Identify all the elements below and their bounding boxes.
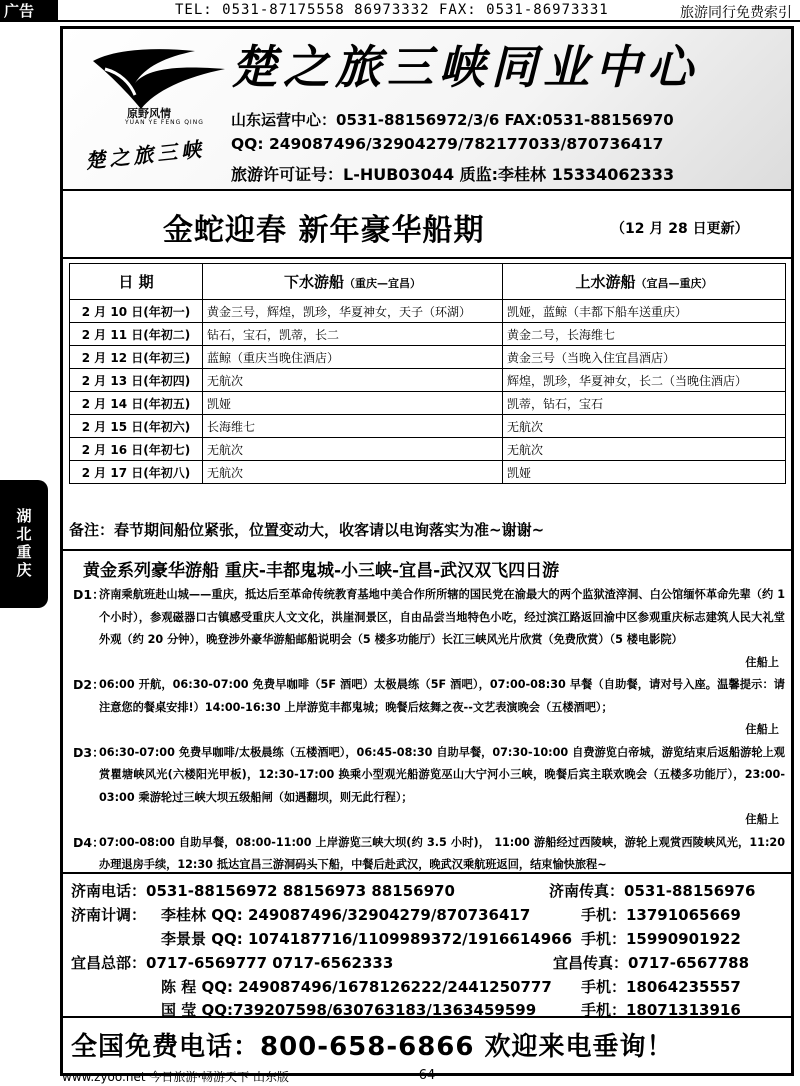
cell-date: 2 月 17 日(年初八) [70,461,203,484]
ad-frame [60,26,794,1076]
cell-upstream: 黄金三号（当晚入住宜昌酒店） [503,346,786,369]
cell-upstream: 无航次 [503,415,786,438]
day-accommodation: 住船上 [745,813,779,826]
cell-date: 2 月 10 日(年初一) [70,300,203,323]
company-name: 楚之旅三峡同业中心 [231,40,699,94]
day-label: D1： [73,587,105,602]
cell-downstream: 钻石，宝石，凯蒂，长二 [203,323,503,346]
section-divider [63,549,791,551]
planner-mobile: 手机：13791065669 [581,906,741,924]
planner-qq: 李桂林 QQ: 249087496/32904279/870736417 [161,906,531,924]
day-text: 06:30-07:00 免费早咖啡/太极晨练（五楼酒吧），06:45-08:30 自助早餐，07:30-10:00 自费游览白帝城，游览结束后返船游轮上观赏瞿塘峡风光(六楼阳光甲板)，12:30-17:00 换乘小型观光船游览巫山大宁河小三峡，晚餐后宾主联欢晚会（五楼多功能厅），23:00-03:00 乘游轮过三峡大坝五级船闸（如遇翻坝，则无此行程）； [99,745,785,804]
table-header-row [70,264,786,300]
cell-date: 2 月 15 日(年初六) [70,415,203,438]
cell-downstream: 黄金三号，辉煌，凯珍，华夏神女，天子（环湖） [203,300,503,323]
tour-itinerary [73,584,785,877]
cell-downstream: 蓝鲸（重庆当晚住酒店） [203,346,503,369]
table-row [70,392,786,415]
yichang-phone: 宜昌总部：0717-6569777 0717-6562333 [71,954,394,972]
planner-qq: 国 莹 QQ:739207598/630763183/1363459599 [161,1001,537,1019]
ad-label: 广告 [0,0,58,22]
cell-upstream: 凯蒂，钻石，宝石 [503,392,786,415]
day-label: D3： [73,744,105,760]
footer-text: www.zyoo.net 今日旅游·畅游天下 山东版 [62,1070,289,1084]
table-row [70,438,786,461]
cell-date: 2 月 12 日(年初三) [70,346,203,369]
cell-upstream: 黄金二号，长海维七 [503,323,786,346]
license-number: 旅游许可证号：L-HUB03044 质监:李桂林 15334062333 [231,165,675,184]
cell-date: 2 月 16 日(年初七) [70,438,203,461]
cell-date: 2 月 11 日(年初二) [70,323,203,346]
page-title: 金蛇迎春 新年豪华船期 [163,213,485,248]
day-text: 07:00-08:00 自助早餐，08:00-11:00 上岸游览三峡大坝(约 3.5 小时)， 11:00 游船经过西陵峡，游轮上观赏西陵峡风光，11:20 办理退房手续，12:30 抵达宜昌三游洞码头下船，中餐后赴武汉，晚武汉乘航班返回，结束愉快旅程~ [99,835,785,871]
table-row [70,346,786,369]
day-accommodation: 住船上 [745,723,779,736]
downstream-label: 下水游船 [283,273,344,291]
cell-upstream: 无航次 [503,438,786,461]
itinerary-day [73,584,785,674]
planner-mobile: 手机：18071313916 [581,1001,741,1019]
cruise-schedule-table [69,263,786,484]
cell-date: 2 月 14 日(年初五) [70,392,203,415]
table-row [70,415,786,438]
logo-name: 原野风情 [127,107,171,120]
upstream-route: （宜昌—重庆） [635,277,713,290]
top-bar [0,0,800,22]
upstream-label: 上水游船 [575,273,636,291]
cell-upstream: 辉煌，凯珍，华夏神女，长二（当晚住酒店） [503,369,786,392]
region-side-tab [0,480,48,608]
table-row [70,323,786,346]
day-label: D2： [73,677,105,692]
planner-mobile: 手机：18064235557 [581,978,741,996]
planner-mobile: 手机：15990901922 [581,930,741,948]
contacts-section [63,872,791,1018]
table-row [70,461,786,484]
day-text: 济南乘航班赴山城——重庆，抵达后至革命传统教育基地中美合作所所辖的国民党在渝最大的两个监狱渣滓洞、白公馆缅怀革命先辈（约 1 个小时），参观磁器口古镇感受重庆人文文化，洪崖洞景区，自由品尝当地特色小吃，经过滨江路返回渝中区参观重庆标志建筑人民大礼堂外观（约 20 分钟），晚登涉外豪华游船邮船说明会（5 楼多功能厅）长江三峡风光片欣赏（免费欣赏）（5 楼电影院） [99,588,785,646]
cell-date: 2 月 13 日(年初四) [70,369,203,392]
free-hotline: 全国免费电话：800-658-6866 欢迎来电垂询！ [71,1032,674,1062]
yichang-fax: 宜昌传真：0717-6567788 [553,954,750,972]
top-right-text: 旅游同行免费索引 [680,5,792,21]
logo-pinyin: YUAN YE FENG QING [125,119,204,126]
tour-title: 黄金系列豪华游船 重庆-丰都鬼城-小三峡-宜昌-武汉双飞四日游 [83,561,560,581]
page-number: -64- [414,1068,440,1083]
top-contact: TEL: 0531-87175558 86973332 FAX: 0531-86973331 [175,2,609,18]
company-logo [75,39,235,184]
itinerary-day [73,674,785,742]
itinerary-day [73,832,785,877]
table-row [70,369,786,392]
cell-downstream: 无航次 [203,461,503,484]
cell-downstream: 无航次 [203,438,503,461]
col-upstream-header [503,264,786,300]
day-text: 06:00 开航，06:30-07:00 免费早咖啡（5F 酒吧）太极晨练（5F 酒吧），07:00-08:30 早餐（自助餐，请对号入座。温馨提示：请注意您的餐桌安排!）14:00-16:30 上岸游览丰都鬼城；晚餐后炫舞之夜--文艺表演晚会（五楼酒吧）； [99,678,785,714]
cell-upstream: 凯娅，蓝鲸（丰都下船车送重庆） [503,300,786,323]
jinan-phone: 济南电话：0531-88156972 88156973 88156970 [71,882,455,900]
col-downstream-header [203,264,503,300]
planner-qq: 陈 程 QQ: 249087496/1678126222/2441250777 [161,978,552,996]
jinan-fax: 济南传真：0531-88156976 [549,882,756,900]
header [63,29,791,191]
cell-downstream: 凯娅 [203,392,503,415]
operations-center: 山东运营中心：0531-88156972/3/6 FAX:0531-88156970 [231,111,674,129]
day-label: D4： [73,834,105,850]
col-date-header: 日 期 [70,264,203,300]
itinerary-day [73,742,785,832]
planner-qq: 李景景 QQ: 1074187716/1109989372/1916614966 [161,930,573,948]
region-side-label: 湖北重庆 [14,508,33,580]
day-accommodation: 住船上 [745,655,779,669]
update-note: （12 月 28 日更新） [611,221,749,237]
jinan-planner-label: 济南计调： [71,906,147,924]
table-row [70,300,786,323]
title-box [63,193,791,259]
cell-downstream: 无航次 [203,369,503,392]
logo-script: 楚之旅三峡 [84,136,207,174]
header-qq: QQ: 249087496/32904279/782177033/870736417 [231,135,664,153]
downstream-route: （重庆—宜昌） [344,277,421,290]
cell-upstream: 凯娅 [503,461,786,484]
booking-notice: 备注：春节期间船位紧张，位置变动大，收客请以电询落实为准~谢谢~ [69,521,545,539]
cell-downstream: 长海维七 [203,415,503,438]
